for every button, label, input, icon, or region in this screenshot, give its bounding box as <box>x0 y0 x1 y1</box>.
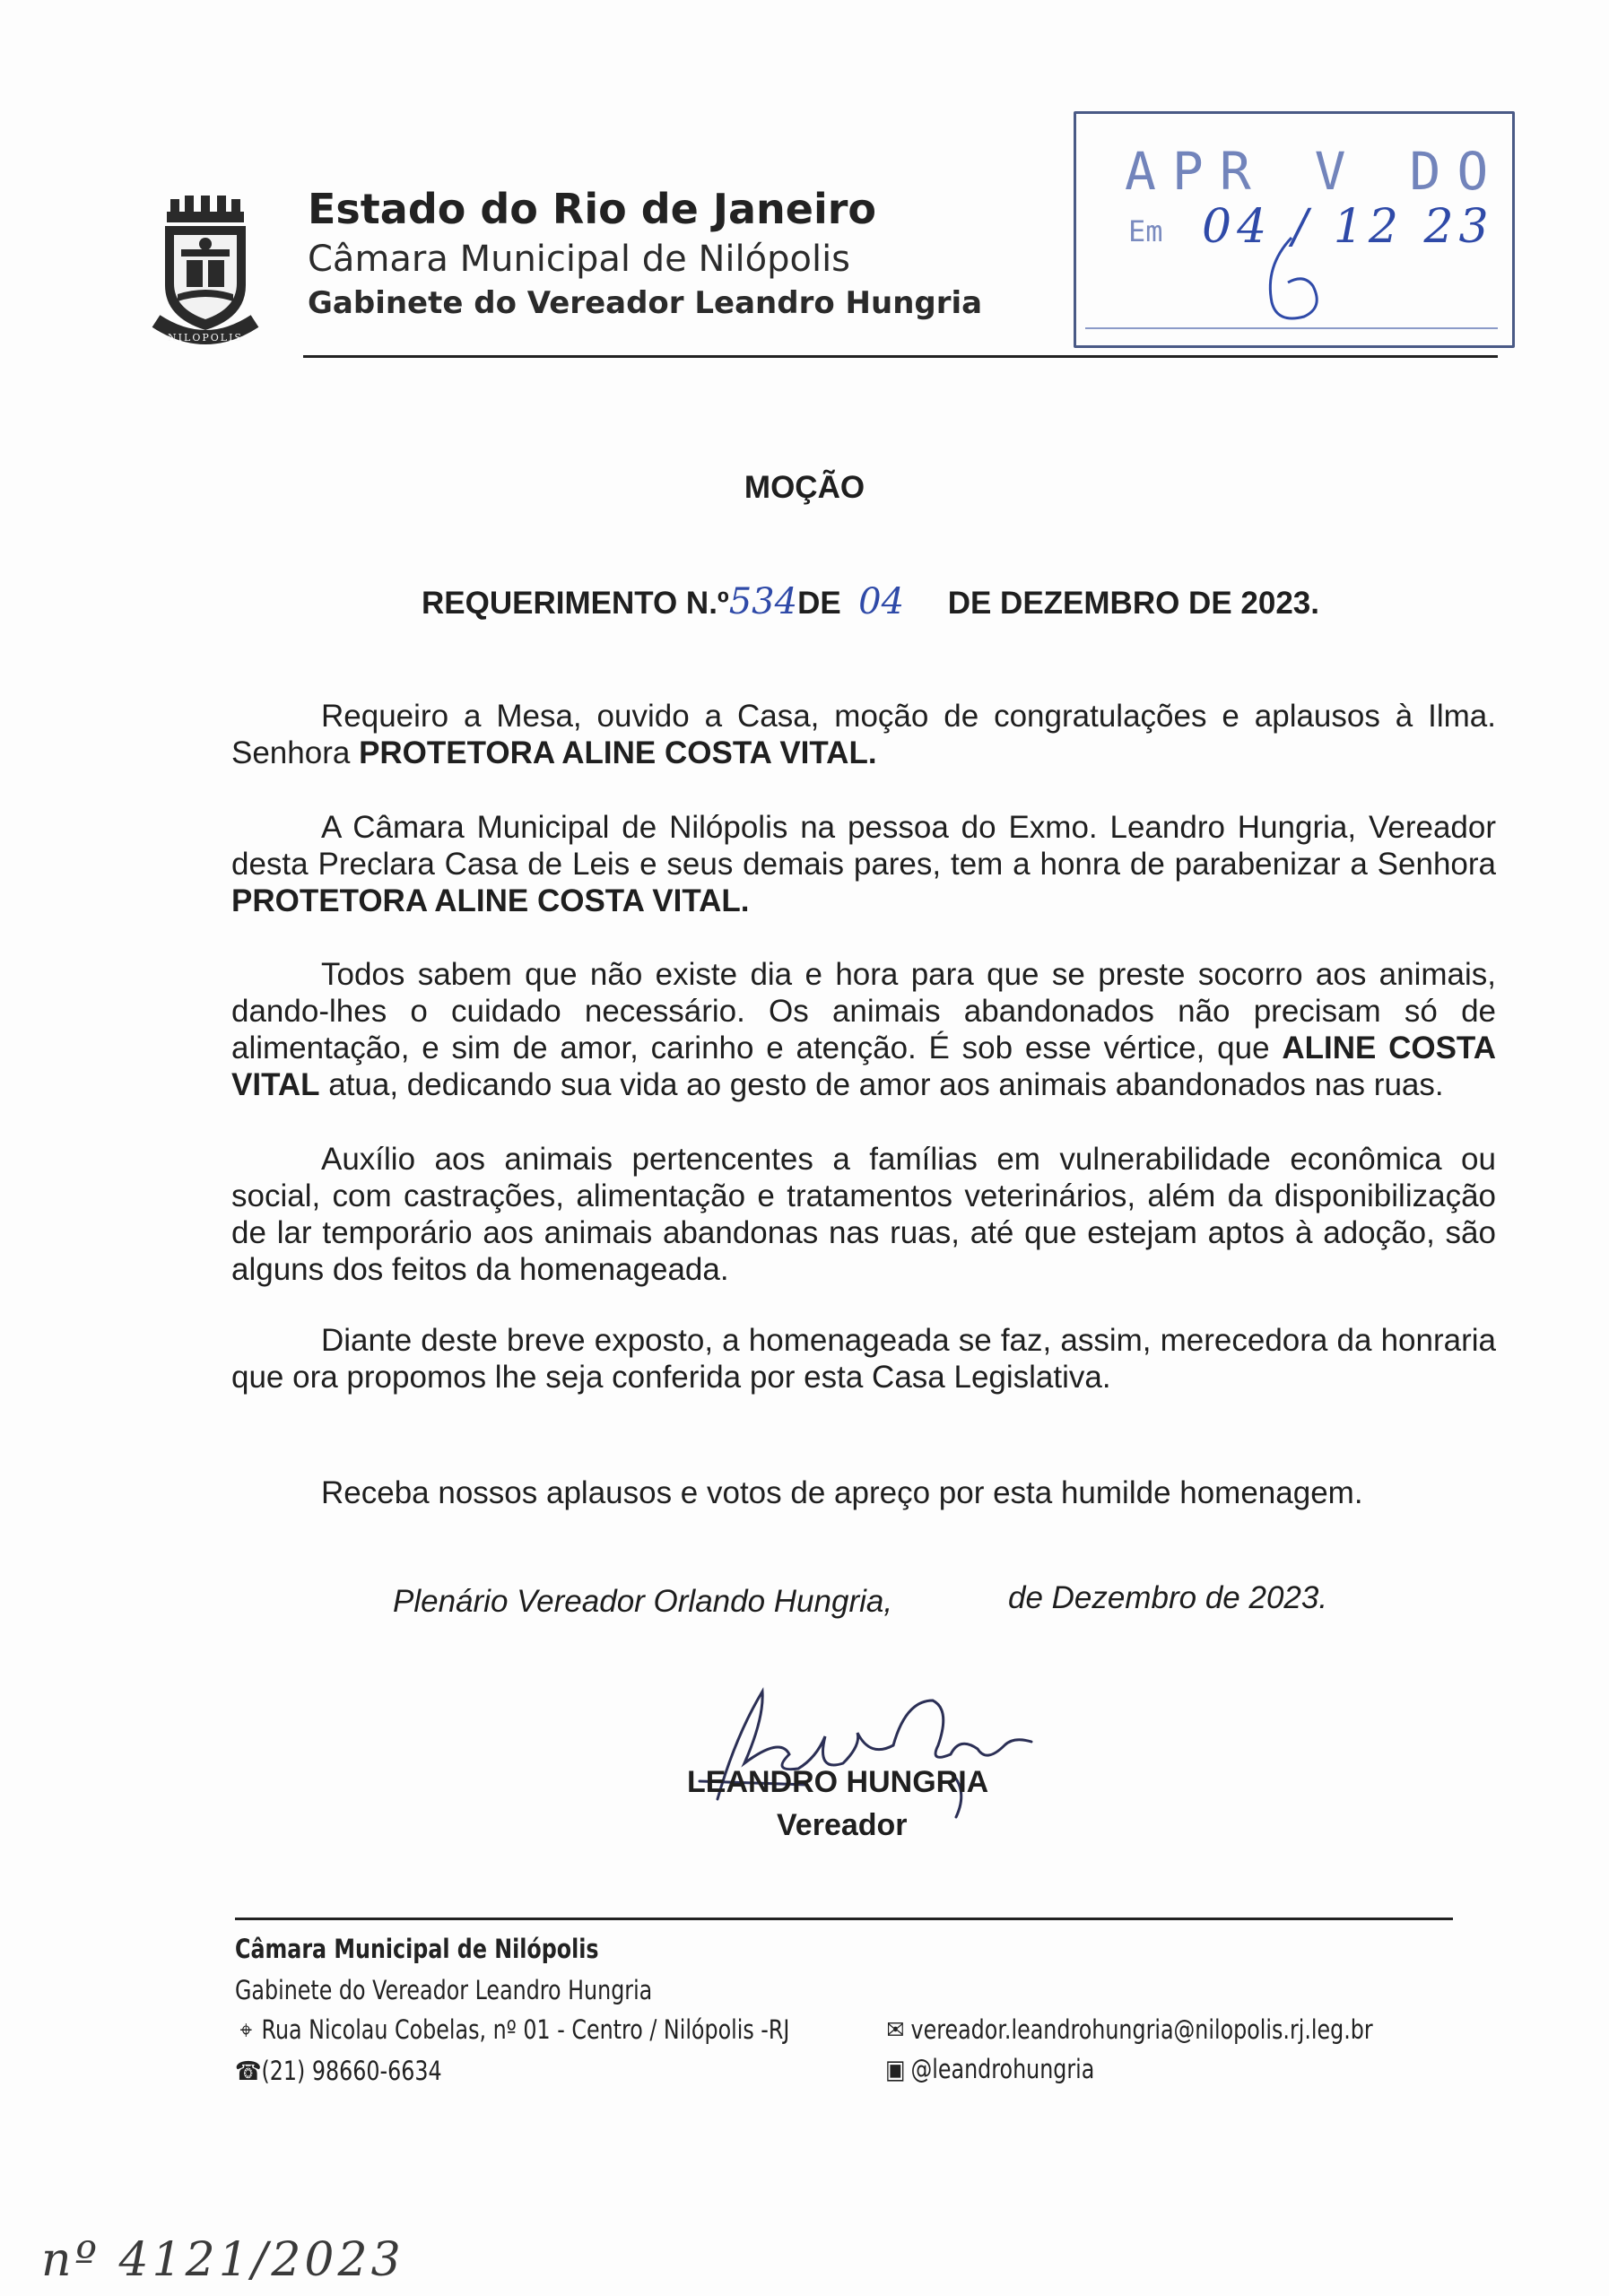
footer-office: Gabinete do Vereador Leandro Hungria <box>235 1975 653 2005</box>
footer-social-text: @leandrohungria <box>910 2054 1095 2084</box>
phone-icon: ☎ <box>235 2056 262 2086</box>
footer-social <box>884 2054 1094 2084</box>
footer-address <box>235 2014 789 2046</box>
footer-email <box>884 2014 1373 2045</box>
header-chamber: Câmara Municipal de Nilópolis <box>308 239 851 280</box>
handwritten-signature <box>682 1683 1040 1826</box>
social-icon: ▣ <box>885 2054 906 2084</box>
approval-stamp <box>1074 111 1515 348</box>
stamp-date: 04 / 12 23 <box>1202 200 1494 254</box>
paragraph-4 <box>231 1141 1496 1288</box>
header-office: Gabinete do Vereador Leandro Hungria <box>308 285 983 321</box>
honoree-name-3: ALINE COSTA VITAL <box>231 1031 1496 1102</box>
stamp-initials-mark <box>1238 230 1336 329</box>
paragraph-5 <box>231 1322 1496 1396</box>
paragraph-3-text: Todos sabem que não existe dia e hora para que se preste socorro aos animais, dando-lhes o cuidado necessário. Os animais abandonados não precisam só de alimentação, e sim de amor, carinho e atenção. É sob esse vértice, que <box>231 957 1496 1065</box>
paragraph-1-end: . <box>867 735 877 770</box>
requirement-line <box>422 581 1319 622</box>
paragraph-1 <box>231 698 1496 771</box>
paragraph-6 <box>231 1474 1496 1511</box>
signatory-role: Vereador <box>777 1808 908 1842</box>
header-state: Estado do Rio de Janeiro <box>308 185 877 233</box>
requirement-suffix: DE DEZEMBRO DE 2023. <box>947 586 1319 621</box>
paragraph-5-text: Diante deste breve exposto, a homenageada se faz, assim, merecedora da honraria que ora propomos lhe seja conferida por esta Casa Legislativa. <box>231 1323 1496 1395</box>
requirement-number: 534 <box>728 581 798 622</box>
date-line: de Dezembro de 2023. <box>1008 1580 1328 1615</box>
place-line: Plenário Vereador Orlando Hungria, <box>393 1584 893 1619</box>
city-seal <box>151 196 260 346</box>
header-divider <box>303 355 1498 358</box>
paragraph-1-text: Requeiro a Mesa, ouvido a Casa, moção de congratulações e aplausos à Ilma. Senhora <box>231 699 1496 770</box>
footer-phone-text: (21) 98660-6634 <box>261 2056 442 2086</box>
footer-email-text: vereador.leandrohungria@nilopolis.rj.leg.br <box>910 2014 1373 2045</box>
footer-divider <box>235 1918 1453 1920</box>
honoree-name-2: PROTETORA ALINE COSTA VITAL. <box>231 883 750 918</box>
document-title: MOÇÃO <box>744 470 865 505</box>
paragraph-3-end: atua, dedicando sua vida ao gesto de amor aos animais abandonados nas ruas. <box>319 1067 1444 1102</box>
handwritten-protocol-note: nº 4121/2023 <box>41 2233 404 2287</box>
footer-org: Câmara Municipal de Nilópolis <box>235 1934 599 1964</box>
seal-text: NILOPOLIS <box>168 332 243 344</box>
stamp-em-label: Em <box>1128 214 1163 248</box>
footer-address-text: Rua Nicolau Cobelas, nº 01 - Centro / Nilópolis -RJ <box>261 2014 790 2045</box>
paragraph-2-text: A Câmara Municipal de Nilópolis na pessoa do Exmo. Leandro Hungria, Vereador desta Preclara Casa de Leis e seus demais pares, tem a honra de parabenizar a Senhora <box>231 810 1496 882</box>
honoree-name: PROTETORA ALINE COSTA VITAL <box>359 735 868 770</box>
requirement-prefix: REQUERIMENTO N.º <box>422 586 729 621</box>
footer-phone <box>235 2056 442 2086</box>
paragraph-4-text: Auxílio aos animais pertencentes a famílias em vulnerabilidade econômica ou social, com castrações, alimentação e tratamentos veterinários, além da disponibilização de lar temporário aos animais abandonas nas ruas, até que estejam aptos à adoção, são alguns dos feitos da homenageada. <box>231 1142 1496 1287</box>
requirement-de: DE <box>797 586 841 621</box>
signatory-name: LEANDRO HUNGRIA <box>687 1765 989 1799</box>
pin-icon: ⌖ <box>239 2014 252 2045</box>
paragraph-6-text: Receba nossos aplausos e votos de apreço por esta humilde homenagem. <box>321 1475 1363 1510</box>
paragraph-2 <box>231 809 1496 919</box>
stamp-word: APR V DO <box>1125 141 1505 202</box>
stamp-bottom-line <box>1085 327 1498 329</box>
mail-icon: ✉ <box>886 2014 905 2045</box>
requirement-day: 04 <box>858 581 905 622</box>
paragraph-3 <box>231 956 1496 1103</box>
